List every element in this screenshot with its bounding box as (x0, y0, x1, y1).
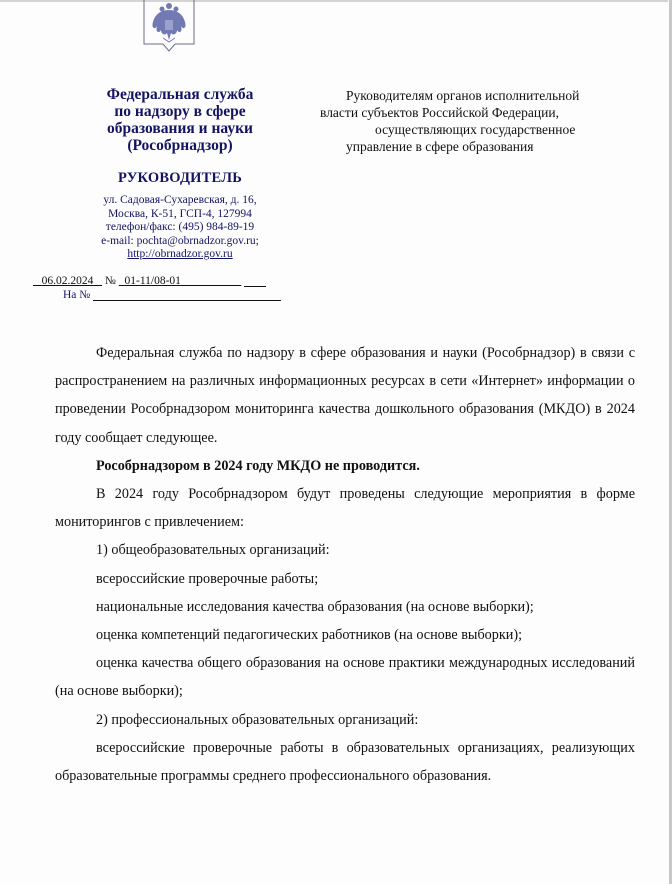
addressee-line: Руководителям органов исполнительной (346, 88, 580, 103)
number-label: № (104, 275, 116, 287)
list-item: оценка компетенций педагогических работников (на основе выборки); (96, 627, 523, 644)
address-block (55, 194, 305, 262)
reply-label: На № (63, 289, 91, 301)
org-name-line: образования и науки (107, 120, 253, 137)
address-line: Москва, К-51, ГСП-4, 127994 (108, 207, 252, 220)
reply-number-field (93, 288, 281, 301)
registration-block (33, 274, 281, 301)
list-item: национальные исследования качества образования (на основе выборки); (96, 598, 534, 615)
body-paragraph: В 2024 году Рособрнадзором будут проведены следующие мероприятия в форме мониторингов с привлечением: (55, 486, 635, 531)
coat-of-arms-icon (143, 0, 195, 52)
org-name-line: (Рособрнадзор) (127, 137, 233, 154)
letterhead (55, 86, 305, 262)
addressee-block (318, 87, 630, 155)
org-name-line: Федеральная служба (106, 86, 254, 103)
list-item: всероссийские проверочные работы в образовательных организациях, реализующих образовательные программы среднего профессионального образования. (55, 739, 635, 785)
org-name-line: по надзору в сфере (114, 103, 246, 120)
addressee-line: осуществляющих государственное (375, 122, 576, 137)
list-heading: 2) профессиональных образовательных организаций: (96, 711, 419, 728)
letter-body (55, 339, 635, 790)
blank-line (244, 274, 266, 287)
website-link[interactable]: http://obrnadzor.gov.ru (127, 248, 233, 260)
phone-line: телефон/факс: (495) 984-89-19 (105, 221, 255, 233)
list-item: оценка качества общего образования на основе практики международных исследований (на основе выборки); (55, 655, 635, 700)
role-title: РУКОВОДИТЕЛЬ (118, 170, 242, 186)
page-border-top (0, 0, 668, 2)
list-item: всероссийские проверочные работы; (96, 570, 319, 587)
body-paragraph: Федеральная служба по надзору в сфере образования и науки (Рособрнадзор) в связи с распространением на различных информационных ресурсах в сети «Интернет» информации о проведении Рособрнадзором мониторинга качества дошкольного образования (МКДО) в 2024 году сообщает следующее. (55, 345, 635, 446)
date-field: 06.02.2024 (41, 275, 94, 287)
number-field: 01-11/08-01 (124, 275, 181, 287)
addressee-line: управление в сфере образования (346, 139, 534, 154)
email-line: e-mail: pochta@obrnadzor.gov.ru; (101, 234, 259, 247)
list-heading: 1) общеобразовательных организаций: (96, 542, 330, 559)
org-name (55, 86, 305, 154)
addressee-line: власти субъектов Российской Федерации, (320, 105, 559, 120)
body-paragraph-emphasis: Рособрнадзором в 2024 году МКДО не проводится. (96, 457, 420, 474)
address-line: ул. Садовая-Сухаревская, д. 16, (103, 194, 257, 206)
